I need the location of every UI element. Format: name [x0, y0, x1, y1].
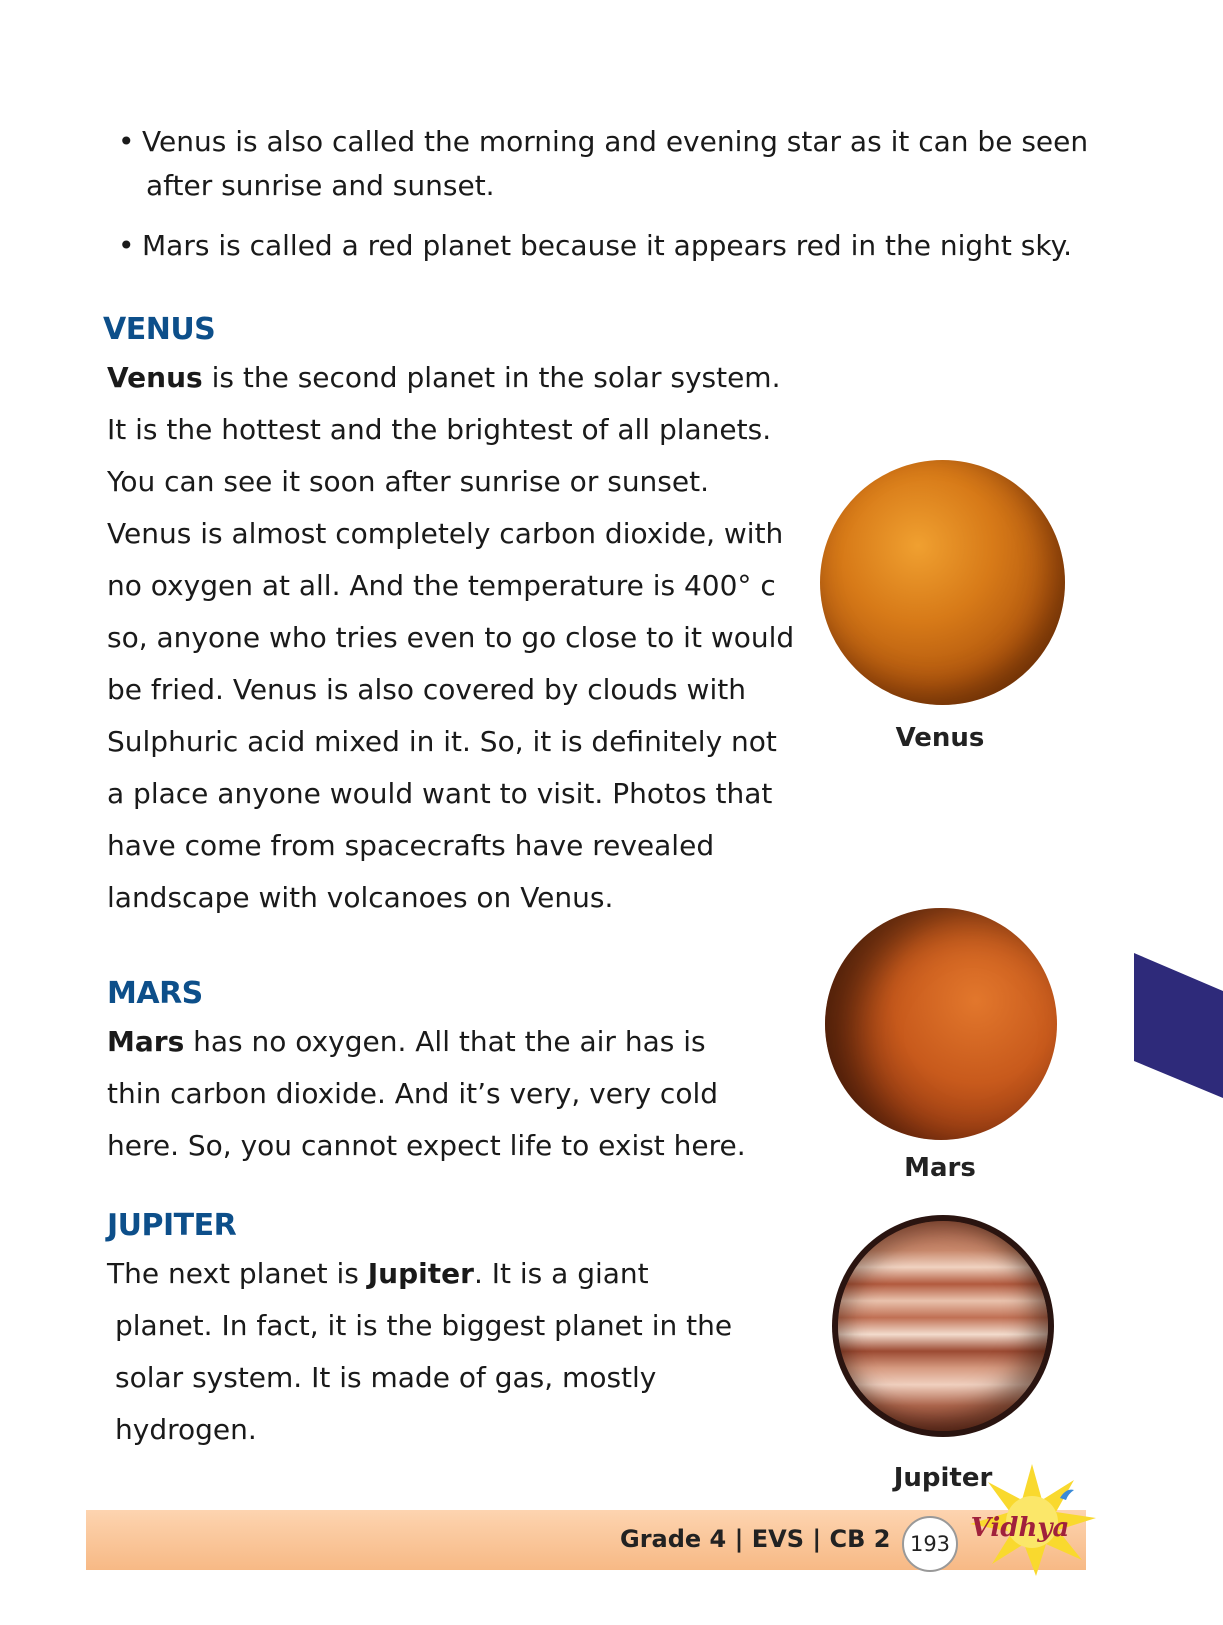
line-text: The next planet is — [107, 1257, 368, 1290]
paragraph-line: Sulphuric acid mixed in it. So, it is definitely not — [107, 725, 777, 758]
jupiter-bold: Jupiter — [367, 1257, 474, 1290]
mars-caption: Mars — [904, 1153, 976, 1183]
bullet-dot: • — [118, 229, 135, 262]
paragraph-line: have come from spacecrafts have revealed — [107, 829, 715, 862]
line-text: has no oxygen. All that the air has is — [184, 1025, 706, 1058]
mars-image — [825, 908, 1057, 1140]
paragraph-line — [107, 1016, 746, 1068]
paragraph-line: hydrogen. — [115, 1413, 257, 1446]
footer-grade-subject: Grade 4 | EVS | CB 2 — [620, 1525, 891, 1553]
paragraph-line: so, anyone who tries even to go close to it would — [107, 621, 795, 654]
jupiter-paragraph — [107, 1248, 732, 1456]
mars-bold: Mars — [107, 1025, 185, 1058]
line-text: . It is a giant — [473, 1257, 649, 1290]
mars-heading: MARS — [107, 976, 203, 1011]
paragraph-line: You can see it soon after sunrise or sunset. — [107, 465, 709, 498]
vidhya-logo-text: Vidhya — [970, 1513, 1070, 1543]
vidhya-logo — [964, 1460, 1100, 1580]
paragraph-line: here. So, you cannot expect life to exist here. — [107, 1129, 746, 1162]
line-text: is the second planet in the solar system. — [202, 361, 781, 394]
paragraph-line: no oxygen at all. And the temperature is 400° c — [107, 569, 776, 602]
paragraph-line: thin carbon dioxide. And it’s very, very cold — [107, 1077, 718, 1110]
venus-bold: Venus — [107, 361, 203, 394]
chapter-side-tab — [1134, 953, 1223, 1098]
venus-image — [820, 460, 1065, 705]
paragraph-line: planet. In fact, it is the biggest planet in the — [115, 1309, 733, 1342]
bullet-text-line: Venus is also called the morning and evening star as it can be seen — [142, 125, 1089, 158]
paragraph-line: landscape with volcanoes on Venus. — [107, 881, 614, 914]
jupiter-heading: JUPITER — [107, 1208, 237, 1243]
paragraph-line — [107, 352, 794, 404]
venus-paragraph — [107, 352, 794, 924]
paragraph-line: a place anyone would want to visit. Photos that — [107, 777, 773, 810]
jupiter-image — [832, 1215, 1054, 1437]
paragraph-line: be fried. Venus is also covered by clouds with — [107, 673, 746, 706]
venus-caption: Venus — [895, 723, 985, 753]
bullet-venus-star — [118, 120, 1098, 208]
paragraph-line: solar system. It is made of gas, mostly — [115, 1361, 657, 1394]
paragraph-line: It is the hottest and the brightest of all planets. — [107, 413, 772, 446]
bullet-dot: • — [118, 125, 135, 158]
paragraph-line — [107, 1248, 732, 1300]
jupiter-bands — [838, 1221, 1048, 1431]
page-number: 193 — [902, 1516, 958, 1572]
bullet-text-line: Mars is called a red planet because it appears red in the night sky. — [142, 229, 1073, 262]
jupiter-caption: Jupiter — [893, 1463, 993, 1493]
bullet-text-line: after sunrise and sunset. — [146, 169, 495, 202]
mars-paragraph — [107, 1016, 746, 1172]
bullet-mars-red — [118, 224, 1098, 268]
venus-heading: VENUS — [103, 312, 216, 347]
paragraph-line: Venus is almost completely carbon dioxide, with — [107, 517, 784, 550]
